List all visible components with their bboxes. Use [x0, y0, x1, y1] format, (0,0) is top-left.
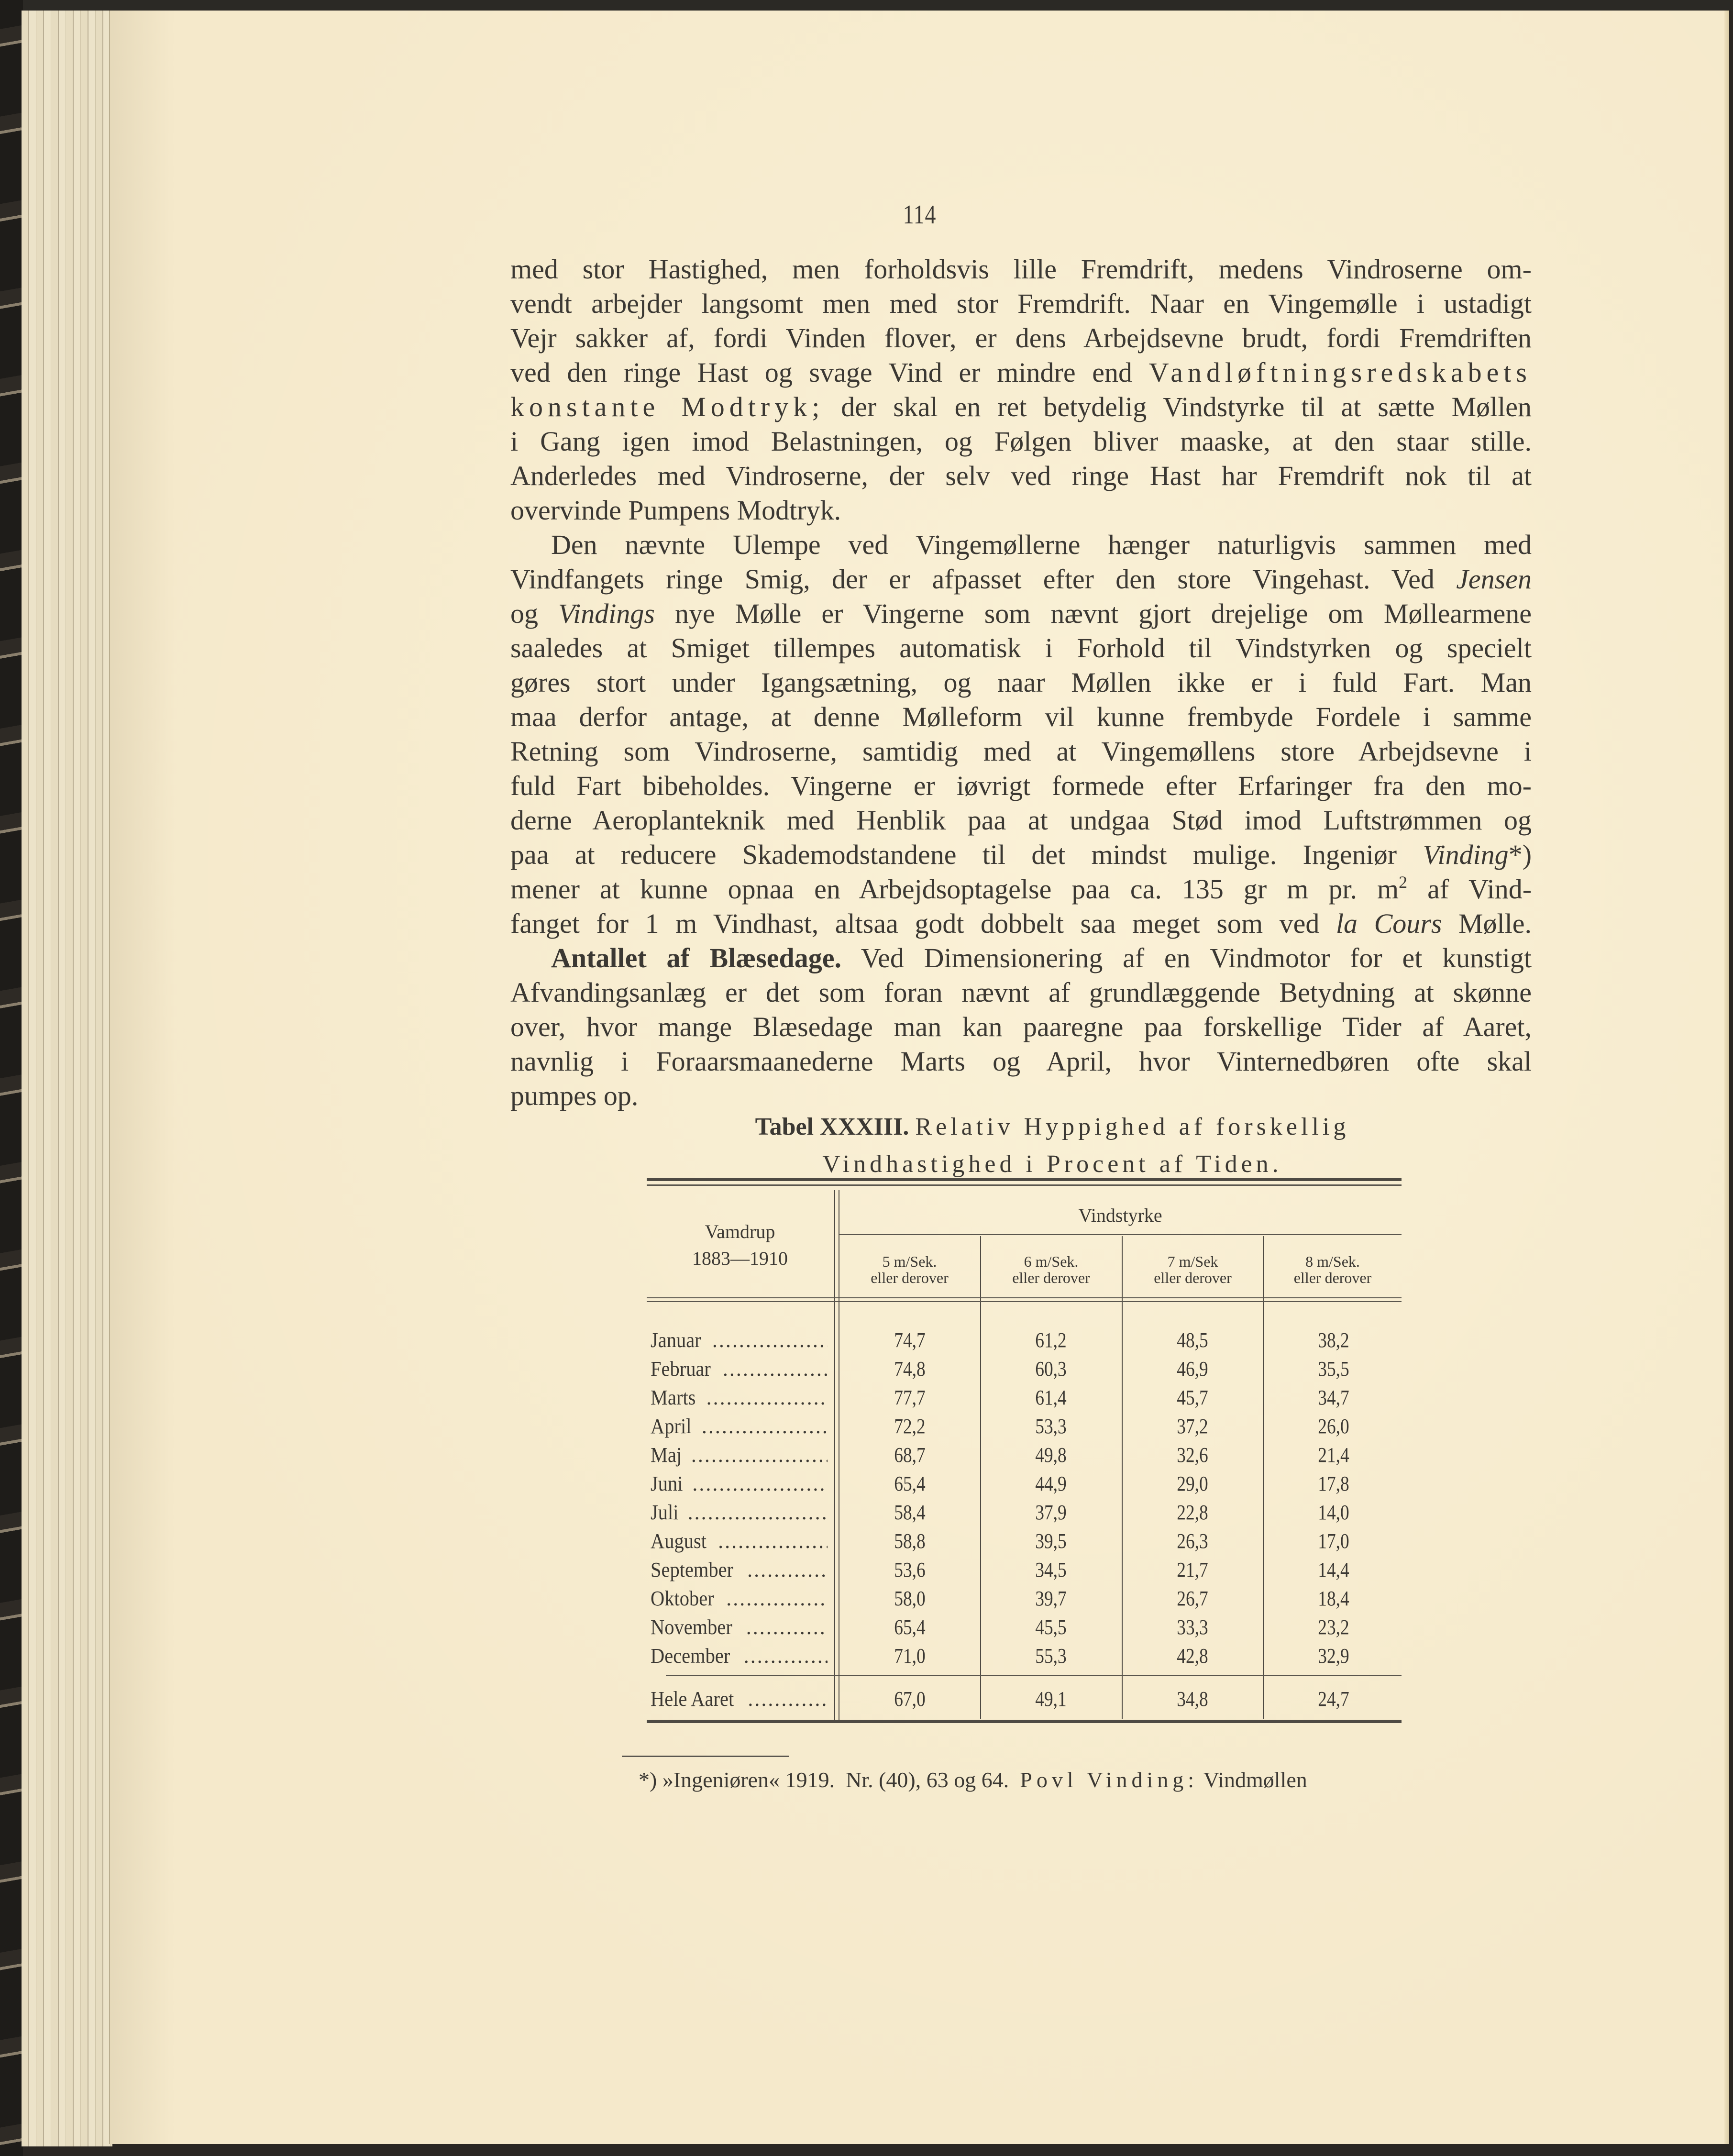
table-top-rule [647, 1178, 1402, 1181]
row-label-text: September [651, 1558, 734, 1581]
table-row [647, 1441, 1402, 1470]
row-label-text: Marts [651, 1386, 696, 1409]
table-row [647, 1412, 1402, 1441]
cell: 74,7 [894, 1328, 926, 1352]
cell: 37,9 [1035, 1501, 1067, 1524]
cell: 34,5 [1035, 1558, 1067, 1581]
cell: 53,3 [1035, 1415, 1067, 1438]
cell: 39,7 [1035, 1587, 1067, 1610]
cell: 72,2 [894, 1415, 926, 1438]
row-label [651, 1355, 828, 1383]
group-header-rule [839, 1234, 1402, 1235]
cell: 65,4 [894, 1472, 926, 1495]
row-label-text: Hele Aaret [651, 1687, 734, 1711]
row-label-text: Juni [651, 1472, 683, 1495]
spaced-emphasis: Vandløftningsredskabets [1148, 357, 1532, 388]
cell: 49,1 [1035, 1687, 1067, 1711]
text-line: gøres stort under Igangsætning, og naar Møllen ikke er i fuld Fart. Man [510, 667, 1532, 698]
text-line [510, 355, 1532, 390]
text-span: og [510, 598, 538, 629]
cell: 32,6 [1177, 1443, 1208, 1467]
row-label [651, 1326, 828, 1355]
footnote-marker: *) [639, 1768, 657, 1792]
cell: 61,2 [1035, 1328, 1067, 1352]
col-header-line: 7 m/Sek [1167, 1253, 1218, 1270]
cell: 45,7 [1177, 1386, 1208, 1409]
cell: 58,4 [894, 1501, 926, 1524]
table-row [647, 1584, 1402, 1613]
table-row [647, 1470, 1402, 1498]
row-label-text: November [651, 1615, 732, 1639]
cell: 23,2 [1318, 1615, 1349, 1639]
text-span: fanget for 1 m Vindhast, altsaa godt dobbelt saa meget som ved [510, 908, 1320, 939]
table-row [647, 1498, 1402, 1527]
row-label [651, 1556, 828, 1584]
row-label [651, 1613, 828, 1642]
footnote-issue: Nr. (40), 63 og 64. [846, 1768, 1009, 1792]
table-row [647, 1613, 1402, 1642]
cell: 33,3 [1177, 1615, 1208, 1639]
table-row-total [647, 1685, 1402, 1714]
footnote-author: Povl Vinding: [1020, 1768, 1199, 1792]
cell: 67,0 [894, 1687, 926, 1711]
row-label [651, 1412, 828, 1441]
italic-name: Vinding [1423, 839, 1509, 870]
col-header-line: 8 m/Sek. [1305, 1253, 1360, 1270]
cell: 21,4 [1318, 1443, 1349, 1467]
text-line: med stor Hastighed, men forholdsvis lille Fremdrift, medens Vindroserne om- [510, 254, 1532, 285]
text-line: Afvandingsanlæg er det som foran nævnt af grundlæggende Betydning at skønne [510, 977, 1532, 1008]
caption-line-1 [641, 1108, 1464, 1146]
text-span: nye Mølle er Vingerne som nævnt gjort drejelige om Møllearmene [675, 598, 1532, 629]
italic-name: Jensen [1456, 564, 1532, 595]
row-label-text: Februar [651, 1357, 711, 1381]
italic-name: Vindings [558, 598, 655, 629]
table-row [647, 1642, 1402, 1670]
cell: 58,0 [894, 1587, 926, 1610]
col-header-line: eller derover [1154, 1269, 1232, 1286]
row-label [651, 1584, 828, 1613]
text-span: af Vind- [1427, 873, 1532, 905]
cell: 49,8 [1035, 1443, 1067, 1467]
footnote-title: Vindmøllen [1203, 1768, 1307, 1792]
cell: 18,4 [1318, 1587, 1349, 1610]
row-label-text: Oktober [651, 1587, 714, 1610]
cell: 38,2 [1318, 1328, 1349, 1352]
book-page [109, 11, 1729, 2144]
text-line: Anderledes med Vindroserne, der selv ved ringe Hast har Fremdrift nok til at [510, 460, 1532, 491]
cell: 35,5 [1318, 1357, 1349, 1381]
cell: 65,4 [894, 1615, 926, 1639]
cell: 42,8 [1177, 1644, 1208, 1668]
text-line: Vejr sakker af, fordi Vinden flover, er dens Arbejdsevne brudt, fordi Fremdriften [510, 322, 1532, 354]
row-label [651, 1441, 828, 1470]
book-cover-spine [0, 0, 23, 2156]
cell: 55,3 [1035, 1644, 1067, 1668]
col-header-line: eller derover [1293, 1269, 1372, 1286]
cell: 21,7 [1177, 1558, 1208, 1581]
text-line [510, 838, 1532, 872]
stub-header-station: Vamdrup [705, 1221, 775, 1242]
cell: 26,3 [1177, 1529, 1208, 1553]
cell: 45,5 [1035, 1615, 1067, 1639]
text-span: Mølle. [1458, 908, 1532, 939]
cell: 34,8 [1177, 1687, 1208, 1711]
text-line [510, 562, 1532, 597]
cell: 29,0 [1177, 1472, 1208, 1495]
table-label: Tabel XXXIII. [755, 1113, 909, 1140]
cell: 17,0 [1318, 1529, 1349, 1553]
text-span: mener at kunne opnaa en Arbejdsoptagelse paa ca. 135 gr m pr. m [510, 873, 1399, 905]
text-line: overvinde Pumpens Modtryk. [510, 495, 841, 526]
text-line: pumpes op. [510, 1080, 639, 1111]
cell: 60,3 [1035, 1357, 1067, 1381]
cell: 53,6 [894, 1558, 926, 1581]
body-text [510, 252, 1532, 1113]
cell: 22,8 [1177, 1501, 1208, 1524]
italic-name: la Cours [1336, 908, 1442, 939]
text-span: der skal en ret betydelig Vindstyrke til at sætte Møllen [841, 391, 1532, 422]
table-title-1: Relativ Hyppighed af forskellig [915, 1113, 1350, 1140]
col-header-line: 5 m/Sek. [882, 1253, 937, 1270]
page-number: 114 [903, 200, 937, 230]
text-line [510, 597, 1532, 631]
text-line: navnlig i Foraarsmaanederne Marts og April, hvor Vinternedbøren ofte skal [510, 1046, 1532, 1077]
row-label [651, 1498, 828, 1527]
row-label-text: Januar [651, 1328, 701, 1352]
text-line: maa derfor antage, at denne Mølleform vil kunne frembyde Fordele i samme [510, 701, 1532, 732]
row-label [651, 1642, 828, 1670]
stub-header [647, 1218, 833, 1272]
col-header-line: 6 m/Sek. [1024, 1253, 1079, 1270]
cell: 46,9 [1177, 1357, 1208, 1381]
col-header-7ms [1122, 1253, 1263, 1286]
table-top-rule-thin [647, 1184, 1402, 1186]
page-edges-stack [22, 11, 112, 2146]
row-label-text: April [651, 1415, 692, 1438]
text-line [510, 390, 1532, 424]
table-bottom-rule [647, 1720, 1402, 1723]
text-span: ved den ringe Hast og svage Vind er mindre end [510, 357, 1133, 388]
cell: 14,4 [1318, 1558, 1349, 1581]
page-right-edge [1724, 11, 1729, 2144]
cell: 34,7 [1318, 1386, 1349, 1409]
cell: 77,7 [894, 1386, 926, 1409]
text-line: Den nævnte Ulempe ved Vingemøllerne hænger naturligvis sammen med [551, 529, 1532, 560]
text-line: fuld Fart bibeholdes. Vingerne er iøvrigt formede efter Erfaringer fra den mo- [510, 770, 1532, 801]
table-row [647, 1556, 1402, 1584]
cell: 26,0 [1318, 1415, 1349, 1438]
row-label-text: Maj [651, 1443, 682, 1467]
text-line: i Gang igen imod Belastningen, og Følgen bliver maaske, at den staar stille. [510, 426, 1532, 457]
footnote-ref[interactable]: *) [1508, 839, 1532, 870]
text-line: vendt arbejder langsomt men med stor Fremdrift. Naar en Vingemølle i ustadigt [510, 288, 1532, 319]
text-line [510, 907, 1532, 941]
col-header-6ms [981, 1253, 1122, 1286]
col-header-line: eller derover [871, 1269, 949, 1286]
section-heading: Antallet af Blæsedage. [551, 942, 842, 973]
group-header: Vindstyrke [1078, 1205, 1162, 1226]
cell: 74,8 [894, 1357, 926, 1381]
text-span: paa at reducere Skademodstandene til det mindst mulige. Ingeniør [510, 839, 1397, 870]
row-label [651, 1527, 828, 1556]
row-label [651, 1685, 828, 1714]
table-caption [641, 1108, 1464, 1183]
cell: 32,9 [1318, 1644, 1349, 1668]
cell: 61,4 [1035, 1386, 1067, 1409]
cell: 58,8 [894, 1529, 926, 1553]
footnote [639, 1767, 1307, 1792]
table-row [647, 1326, 1402, 1355]
cell: 71,0 [894, 1644, 926, 1668]
cell: 24,7 [1318, 1687, 1349, 1711]
row-label-text: August [651, 1529, 706, 1553]
cell: 39,5 [1035, 1529, 1067, 1553]
col-header-8ms [1263, 1253, 1402, 1286]
text-line [510, 941, 1532, 975]
header-bottom-rule-2 [647, 1301, 1402, 1302]
col-header-line: eller derover [1012, 1269, 1090, 1286]
col-header-5ms [839, 1253, 980, 1286]
header-bottom-rule [647, 1297, 1402, 1298]
text-line: over, hvor mange Blæsedage man kan paaregne paa forskellige Tider af Aaret, [510, 1011, 1532, 1042]
cell: 48,5 [1177, 1328, 1208, 1352]
footnote-source: »Ingeniøren« 1919. [662, 1768, 835, 1792]
total-separator-rule [666, 1675, 1402, 1676]
row-label [651, 1383, 828, 1412]
text-span: Ved Dimensionering af en Vindmotor for et kunstigt [861, 942, 1532, 973]
text-line: Retning som Vindroserne, samtidig med at Vingemøllens store Arbejdsevne i [510, 736, 1532, 767]
cell: 17,8 [1318, 1472, 1349, 1495]
stub-header-period: 1883—1910 [692, 1248, 788, 1269]
cell: 37,2 [1177, 1415, 1208, 1438]
row-label-text: Juli [651, 1501, 679, 1524]
footnote-rule [622, 1756, 789, 1757]
cell: 68,7 [894, 1443, 926, 1467]
cell: 44,9 [1035, 1472, 1067, 1495]
table-row [647, 1383, 1402, 1412]
text-span: Vindfangets ringe Smig, der er afpasset efter den store Vingehast. Ved [510, 564, 1435, 595]
spaced-emphasis: konstante Modtryk; [510, 391, 825, 422]
text-line: saaledes at Smiget tillempes automatisk i Forhold til Vindstyrken og specielt [510, 632, 1532, 663]
row-label-text: December [651, 1644, 730, 1668]
book-cover-top [0, 0, 1733, 11]
table-row [647, 1527, 1402, 1556]
text-line: derne Aeroplanteknik med Henblik paa at undgaa Stød imod Luftstrømmen og [510, 805, 1532, 836]
cell: 14,0 [1318, 1501, 1349, 1524]
text-line [510, 872, 1532, 907]
table-title-2: Vindhastighed i Procent af Tiden. [822, 1150, 1282, 1178]
cell: 26,7 [1177, 1587, 1208, 1610]
superscript: 2 [1399, 873, 1408, 892]
table-row [647, 1355, 1402, 1383]
row-label [651, 1470, 828, 1498]
